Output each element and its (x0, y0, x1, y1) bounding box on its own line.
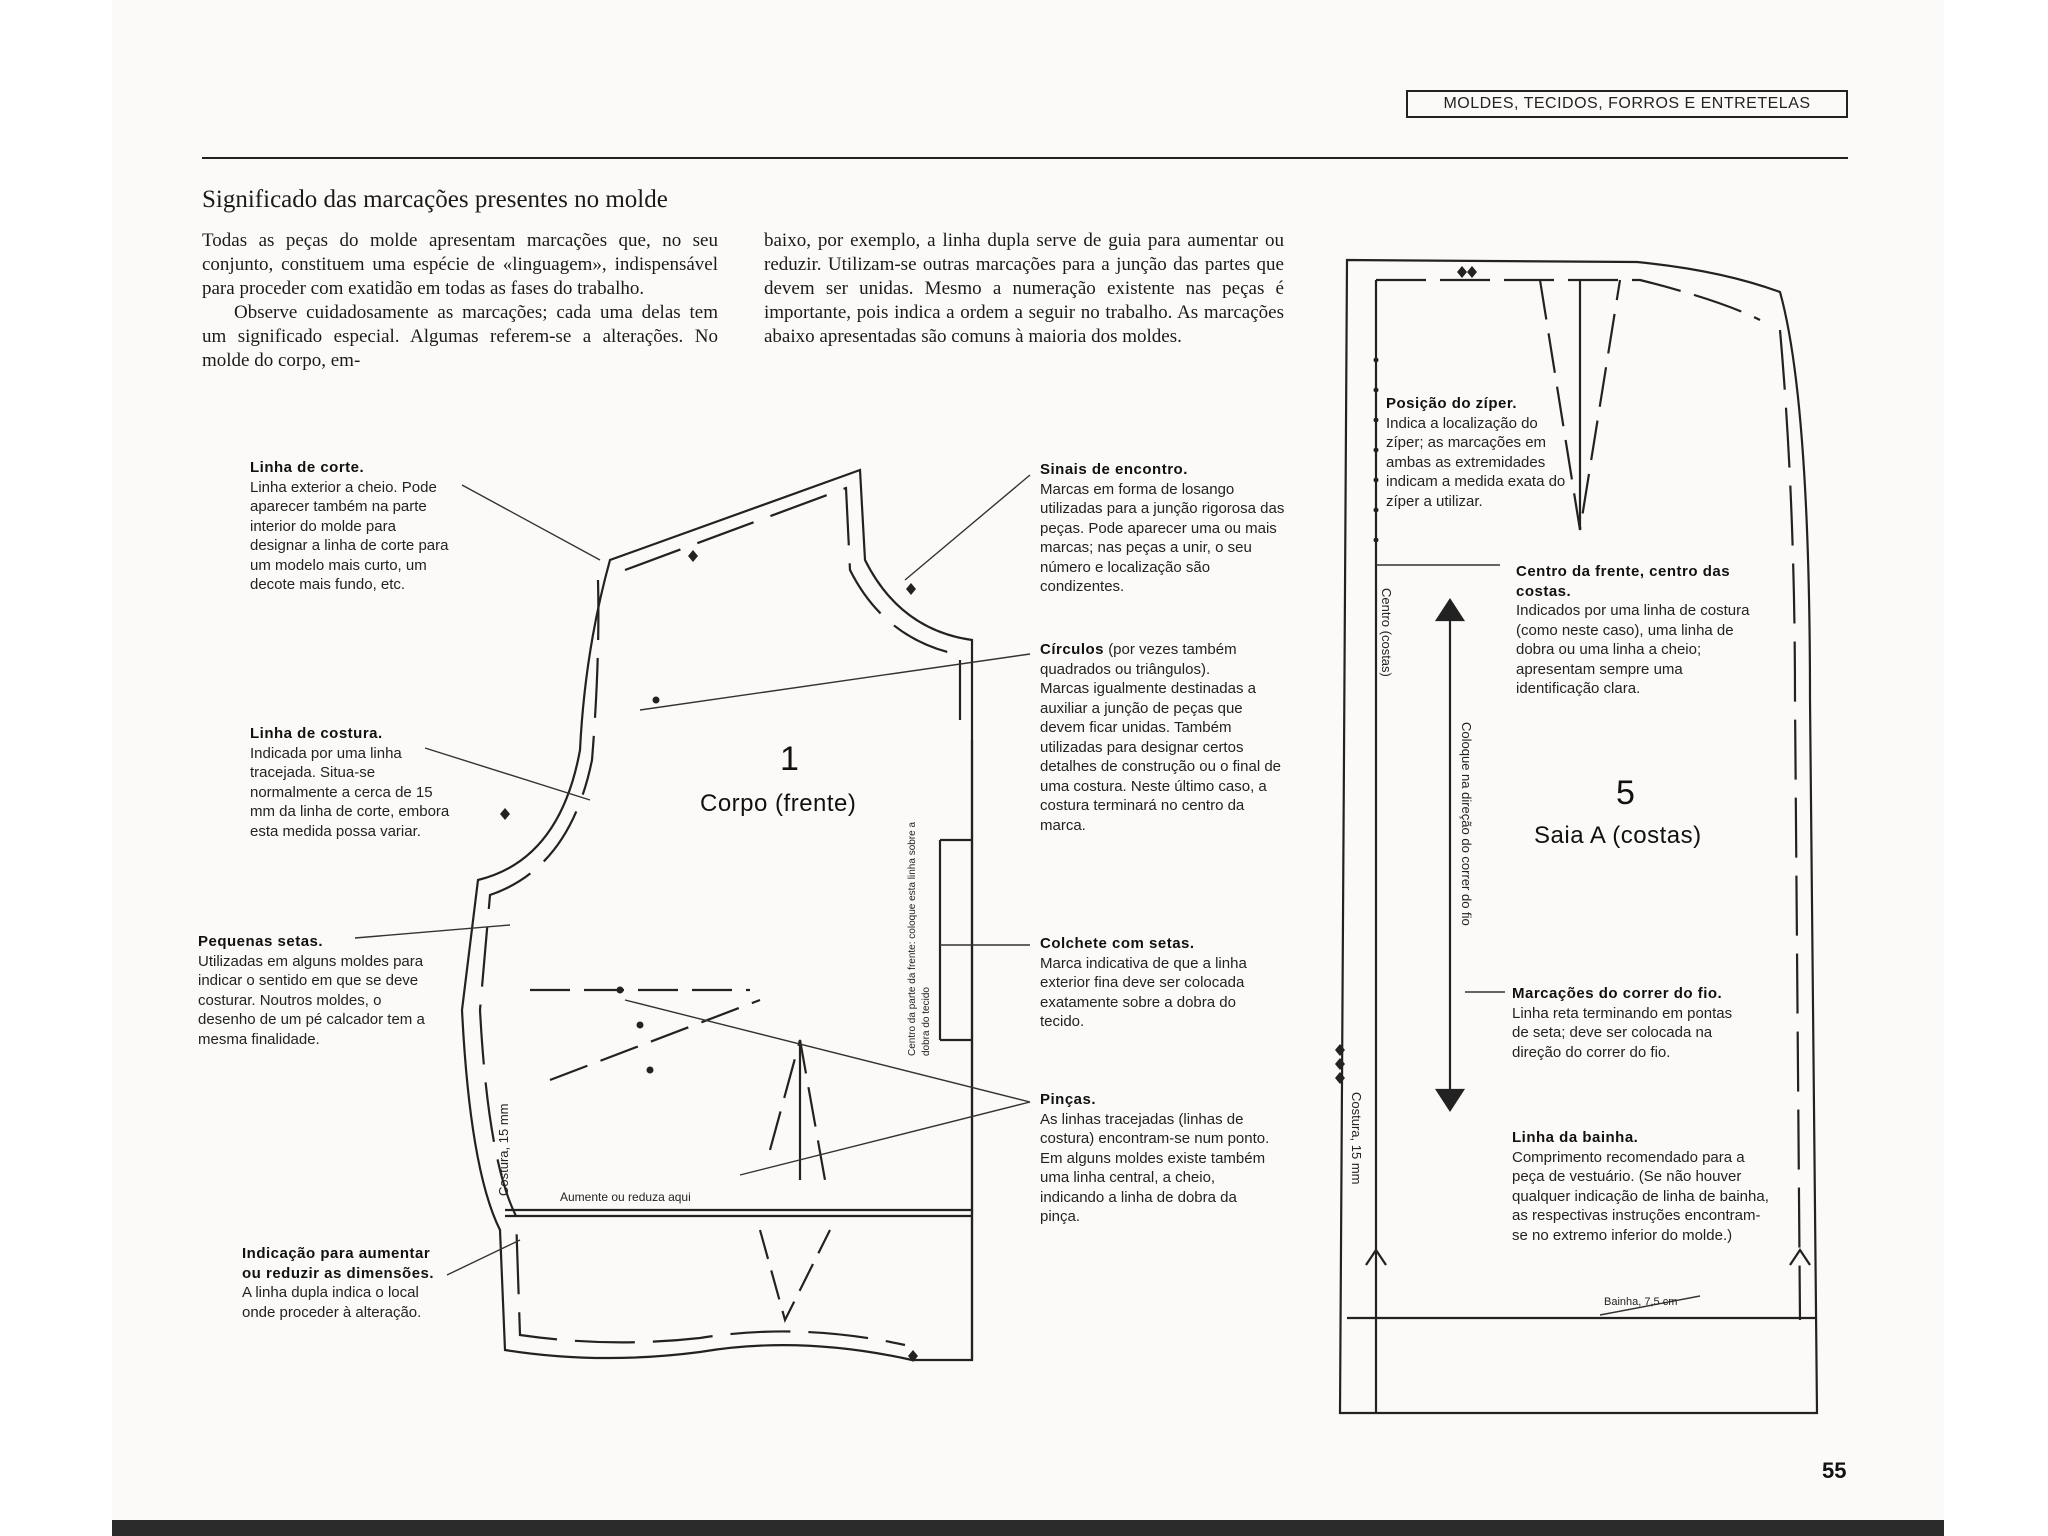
annotation-text: Marca indicativa de que a linha exterior fina deve ser colocada exatamente sobre a dobra do tecido. (1040, 954, 1247, 1030)
page-number: 55 (1822, 1458, 1847, 1483)
intro-paragraph-3: baixo, por exemplo, a linha dupla serve de guia para aumentar ou reduzir. Utilizam-se outras marcações para a junção das partes que devem ser unidas. Mesmo a numeração existente nas peças é importante, pois indica a ordem a seguir no trabalho. As marcações abaixo apresentadas são comuns à maioria dos moldes. (764, 230, 1284, 347)
bodice-seam-label: Costura, 15 mm (496, 1103, 511, 1196)
bodice-piece-name: Corpo (frente) (700, 790, 857, 817)
annotation-title: Linha de corte. (250, 459, 365, 476)
annotation-title: Marcações do correr do fio. (1512, 985, 1723, 1002)
annotation-text: As linhas tracejadas (linhas de costura) encontram-se num ponto. Em alguns moldes existe também uma linha central, a cheio, indicando a linha de dobra da pinça. (1040, 1110, 1270, 1225)
skirt-center-label: Centro (costas) (1379, 588, 1394, 677)
annotation-title: Sinais de encontro. (1040, 461, 1188, 478)
annotation-text: Utilizadas em alguns moldes para indicar o sentido em que se deve costurar. Noutros moldes, o desenho de um pé calcador tem a mesma finalidade. (198, 952, 425, 1048)
bodice-fold-note: Centro da parte da frente: coloque esta linha sobre a dobra do tecido (907, 821, 932, 1056)
annotation-linha-de-costura (250, 724, 450, 841)
annotation-title: Colchete com setas. (1040, 935, 1195, 952)
bodice-pattern (462, 470, 972, 1360)
annotation-text: Linha reta terminando em pontas de seta; deve ser colocada na direção do correr do fio. (1512, 1004, 1733, 1061)
intro-paragraph-2: Observe cuidadosamente as marcações; cada uma delas tem um significado especial. Algumas referem-se a alterações. No molde do corpo, em- (202, 302, 718, 371)
bodice-adjust-label: Aumente ou reduza aqui (560, 1190, 691, 1204)
annotation-title: Pequenas setas. (198, 933, 324, 950)
skirt-piece-number: 5 (1616, 774, 1635, 812)
annotation-title-note: (por vezes também quadrados ou triângulos). (1040, 641, 1237, 678)
skirt-piece-name: Saia A (costas) (1534, 822, 1702, 849)
skirt-grain-label: Coloque na direção do correr do fio (1459, 722, 1474, 926)
annotation-pincas (1040, 1090, 1270, 1227)
annotation-sinais-de-encontro (1040, 460, 1290, 597)
bodice-marks (500, 550, 918, 1362)
annotation-pequenas-setas (198, 932, 438, 1049)
annotation-text: A linha dupla indica o local onde proceder à alteração. (242, 1284, 422, 1321)
annotation-correr-do-fio (1512, 984, 1742, 1062)
annotation-title: Círculos (1040, 641, 1105, 658)
bodice-piece-number: 1 (780, 740, 799, 778)
annotation-title: Pinças. (1040, 1091, 1097, 1108)
annotation-text: Marcas em forma de losango utilizadas para a junção rigorosa das peças. Pode aparecer uma ou mais marcas; nas peças a unir, o seu número e localização são condizentes. (1040, 480, 1285, 595)
annotation-text: Indica a localização do zíper; as marcações em ambas as extremidades indicam a medida exata do zíper a utilizar. (1386, 414, 1566, 510)
intro-paragraph-1: Todas as peças do molde apresentam marcações que, no seu conjunto, constituem uma espécie de «linguagem», indispensável para proceder com exatidão em todas as fases do trabalho. (202, 230, 718, 299)
annotation-title: Posição do zíper. (1386, 395, 1518, 412)
page-title: Significado das marcações presentes no molde (202, 186, 668, 213)
annotation-linha-de-corte (250, 458, 450, 595)
annotation-text: Indicada por uma linha tracejada. Situa-se normalmente a cerca de 15 mm da linha de corte, embora esta medida possa variar. (250, 744, 450, 840)
annotation-circulos (1040, 640, 1290, 835)
skirt-marks (1335, 266, 1477, 1084)
annotation-text: Indicados por uma linha de costura (como neste caso), uma linha de dobra ou uma linha a cheio; apresentam sempre uma identificação clara. (1516, 602, 1750, 697)
annotation-title: Linha de costura. (250, 725, 383, 742)
annotation-text: Comprimento recomendado para a peça de vestuário. (Se não houver qualquer indicação de linha de bainha, as respectivas instruções encontram-se no extremo inferior do molde.) (1512, 1148, 1769, 1244)
annotation-text: Marcas igualmente destinadas a auxiliar a junção de peças que devem ficar unidas. Também utilizadas para designar certos detalhes de construção ou o final de uma costura. Neste último caso, a costura terminará no centro da marca. (1040, 680, 1282, 834)
annotation-text: Linha exterior a cheio. Pode aparecer também na parte interior do molde para designar a linha de corte para um modelo mais curto, um decote mais fundo, etc. (250, 478, 449, 593)
annotation-indicacao (242, 1244, 452, 1322)
annotation-linha-da-bainha (1512, 1128, 1772, 1245)
skirt-seam-label: Costura, 15 mm (1349, 1092, 1364, 1185)
annotation-title: Indicação para aumentar ou reduzir as dimensões. (242, 1245, 435, 1282)
annotation-centro (1516, 562, 1756, 699)
annotation-posicao-do-ziper (1386, 394, 1576, 511)
annotation-title: Centro da frente, centro das costas. (1516, 563, 1731, 600)
skirt-hem-label: Bainha, 7,5 cm (1604, 1296, 1678, 1308)
annotation-title: Linha da bainha. (1512, 1129, 1639, 1146)
annotation-colchete (1040, 934, 1280, 1032)
section-header: MOLDES, TECIDOS, FORROS E ENTRETELAS (1406, 90, 1848, 118)
